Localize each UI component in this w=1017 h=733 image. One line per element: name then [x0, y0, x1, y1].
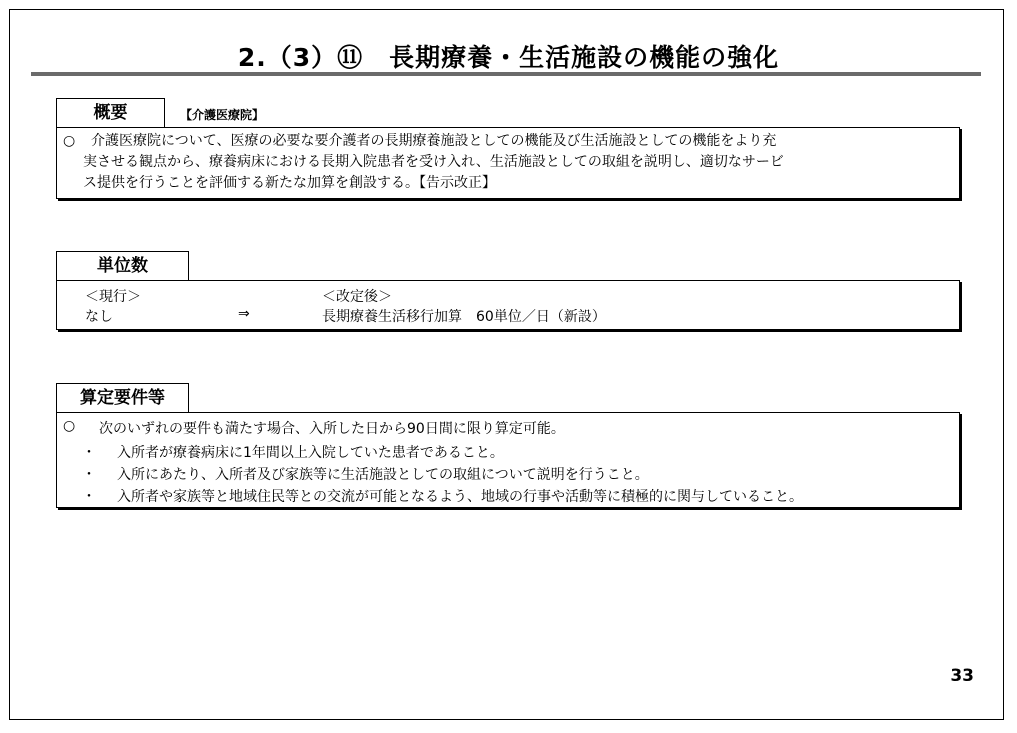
requirements-box: [56, 412, 960, 508]
current-value: なし: [85, 309, 113, 325]
requirements-lead: 次のいずれの要件も満たす場合、入所した日から90日間に限り算定可能。: [99, 421, 565, 437]
revised-value: 長期療養生活移行加算 60単位／日（新設）: [322, 309, 606, 325]
overview-tag: 【介護医療院】: [180, 108, 265, 122]
units-tab: [56, 251, 189, 281]
units-box: [56, 280, 960, 330]
overview-tab-label: 概要: [93, 103, 128, 123]
item-marker: ・: [82, 489, 96, 505]
page-number: 33: [950, 666, 974, 686]
requirement-item-3: 入所者や家族等と地域住民等との交流が可能となるよう、地域の行事や活動等に積極的に関与していること。: [117, 489, 803, 505]
overview-box: [56, 127, 960, 199]
requirements-tab: [56, 383, 189, 413]
page-title: 2.（3）⑪ 長期療養・生活施設の機能の強化: [237, 43, 780, 72]
requirements-bullet: ○: [63, 418, 76, 434]
requirements-tab-label: 算定要件等: [80, 388, 165, 408]
current-header: ＜現行＞: [85, 289, 141, 305]
arrow-symbol: ⇒: [238, 306, 250, 322]
overview-line-1: 介護医療院について、医療の必要な要介護者の長期療養施設としての機能及び生活施設としての機能をより充: [91, 133, 777, 149]
requirement-item-2: 入所にあたり、入所者及び家族等に生活施設としての取組について説明を行うこと。: [117, 467, 649, 483]
item-marker: ・: [82, 445, 96, 461]
revised-header: ＜改定後＞: [322, 289, 392, 305]
overview-tab: [56, 98, 165, 128]
units-tab-label: 単位数: [97, 256, 148, 276]
overview-line-3: ス提供を行うことを評価する新たな加算を創設する。【告示改正】: [83, 175, 496, 191]
overview-bullet: ○: [63, 133, 76, 149]
title-underline: [31, 72, 981, 76]
item-marker: ・: [82, 467, 96, 483]
overview-line-2: 実させる観点から、療養病床における長期入院患者を受け入れ、生活施設としての取組を説明し、適切なサービ: [83, 154, 784, 170]
requirement-item-1: 入所者が療養病床に1年間以上入院していた患者であること。: [117, 445, 504, 461]
overview-text: [63, 131, 959, 194]
